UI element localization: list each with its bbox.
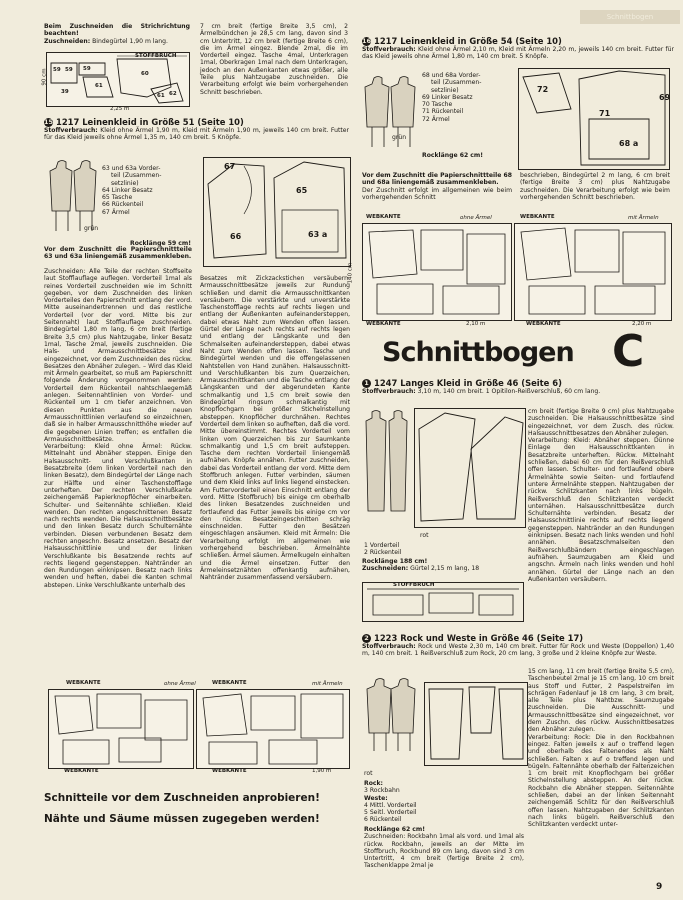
section-16-rocklaenge: Rocklänge 62 cm! xyxy=(422,152,484,159)
section-15-gruen: grün xyxy=(84,225,99,232)
cut-hint xyxy=(44,23,190,45)
section-1-zusch: Rocklänge 188 cm! Zuschneiden: Gürtel 2,15 m lang, 18 xyxy=(362,558,480,573)
height-140-16: 140 cm xyxy=(347,262,354,284)
layout-16-mit xyxy=(514,223,672,321)
section-16-hint: Vor dem Zuschnitt die Papierschnittteile 68 und 68a liniengemäß zusammenkleben. Der Zuschnitt erfolgt im allgemeinen wie beim vorhergehenden Schnitt xyxy=(362,172,512,201)
piece-59c: 59 xyxy=(83,66,91,72)
layout-diagram-top-left xyxy=(46,52,190,107)
section-15-title: 15 1217 Leinenkleid in Größe 51 (Seite 10) xyxy=(44,117,244,127)
section-2-head: 2 1223 Rock und Weste in Größe 46 (Seite 17) Stoffverbrauch: Rock und Weste 2,30 m, 140 cm breit. Futter für Rock und Weste (Doppellon) 1,40 m, 140 cm breit. 1 Reißverschluß zum Rock, 20 cm lang, 3 große und 2 kleine Knöpfe zur Weste. xyxy=(362,633,674,658)
section-15-hint: Vor dem Zuschnitt die Papierschnittteile 63 und 63a liniengemäß zusammenkleben. xyxy=(44,246,192,261)
piece-39: 39 xyxy=(61,89,69,95)
section-15-rocklaenge: Rocklänge 59 cm! xyxy=(130,240,192,247)
footer-line1: Schnitteile vor dem Zuschneiden anprobieren! xyxy=(44,792,320,804)
p15-63a: 63 a xyxy=(308,230,328,239)
section-15-head xyxy=(44,117,349,142)
schnittbogen-letter: C xyxy=(612,326,645,377)
section-2-legend: Rock: 3 Rockbahn Weste: 4 Mittl. Vorderteil 5 Seitl. Vorderteil 6 Rückenteil xyxy=(364,780,417,824)
piece-62: 62 xyxy=(169,91,177,97)
layout-15-mit xyxy=(196,689,350,769)
piece-61b: 61 xyxy=(157,93,165,99)
piece-60: 60 xyxy=(141,71,149,77)
piece-61a: 61 xyxy=(95,83,103,89)
p15-66: 66 xyxy=(230,232,242,241)
layout-15-ohne xyxy=(48,689,194,769)
layout-top-left-svg xyxy=(47,53,189,106)
piece-59b: 59 xyxy=(65,67,73,73)
section-2-pattern xyxy=(424,682,528,766)
section-1-head: 1 1247 Langes Kleid in Größe 46 (Seite 6) Stoffverbrauch: 3,10 m, 140 cm breit. 1 Opitilon-Reißverschluß, 60 cm lang. xyxy=(362,378,601,395)
section-2-figures xyxy=(364,676,420,756)
cut-bindegurtel: Zuschneiden: Bindegürtel 1,90 m lang. xyxy=(44,37,168,45)
section-15-pattern xyxy=(203,157,351,267)
page-number: 9 xyxy=(656,882,663,892)
pattern-15-svg xyxy=(204,158,350,266)
section-1-figures xyxy=(362,408,410,524)
section-15-stoff: Stoffverbrauch: Kleid ohne Ärmel 1,90 m, Kleid mit Ärmeln 1,90 m, jeweils 140 cm breit. Futter für das Kleid jeweils ohne Ärmel 1,35 m, 140 cm breit. 5 Knöpfe. xyxy=(44,127,349,142)
section-2-right: 15 cm lang, 11 cm breit (fertige Breite 5,5 cm), Taschenbeutel 2mal je 15 cm lang, 10 cm breit aus Stoff und Futter, 2 Paspelstreifen im schrägen Fadenlauf je 18 cm lang, 3 cm breit, alle Teile plus Nahtbzw. Saumzugabe zuschneiden. Die Ausschnitt- und Armausschnittbesätze sind eingezeichnet, vor dem Zuschn. des rückw. Ausschnittbesatzes den Abnäher zulegen. Verarbeitung: Rock: Die in den Rockbahnen eingez. Falten jeweils x auf o treffend legen und oberhalb des Faltenendes als Naht schließen. Falten x auf o treffend legen und bügeln. Faltennähte oberhalb der Faltenzeichen 1 cm breit mit Knopflochgarn bei größer Stichelnstellung absteppen. An der rückw. Rockbahn die Abnäher steppen. Seitennähte schließen, dabei an der linken Seitennaht zeichengemäß Schlitz für den Reißverschluß offen lassen. Nahtzugaben der Schlitzkanten nach links bügeln. Reißverschluß den Schlitzkanten verdeckt unter- xyxy=(528,668,674,829)
section-16-layout: WEBKANTE ohne Ärmel WEBKANTE mit Ärmeln WEBKANTE 2,10 m WEBKANTE 2,20 m xyxy=(356,214,676,332)
stoffbruch-label: STOFFBRUCH xyxy=(135,53,177,59)
grain-hint: Beim Zuschneiden die Strichrichtung beachten! xyxy=(44,23,190,38)
section-16-legend: 68 und 68a Vorder- teil (Zusammen- setzlinie) 69 Linker Besatz 70 Tasche 71 Rückenteil 72 Ärmel xyxy=(422,72,482,123)
top-mid-text: 7 cm breit (fertige Breite 3,5 cm), 2 Ärmelbündchen je 28,5 cm lang, davon sind 3 cm Untertritt, 12 cm breit (fertige Breite 6 cm), die im Ärmel eingez. Blende 2mal, die im Vorderteil eingez. Tasche 4mal, Unterkragen 1mal, Oberkragen 1mal nach dem Unterkragen, jedoch an den Außenkanten etwas größer, alle Teile plus Nahtzugabe zuschneiden. Die Verarbeitung erfolgt wie beim vorhergehenden Schnitt beschrieben. xyxy=(200,23,348,96)
section-15-layout: WEBKANTE ohne Ärmel WEBKANTE mit Ärmeln WEBKANTE WEBKANTE 1,90 m xyxy=(44,680,354,780)
height-90: 90 cm xyxy=(41,68,48,86)
section-1-legend: 1 Vorderteil 2 Rückenteil xyxy=(364,542,402,557)
piece-59a: 59 xyxy=(53,67,61,73)
section-16-gruen: grün xyxy=(392,134,407,141)
section-16-figures xyxy=(362,74,420,154)
layout-16-ohne xyxy=(362,223,512,321)
schnittbogen-title: Schnittbogen xyxy=(382,337,574,368)
section-1-pattern xyxy=(414,408,526,528)
footer-line2: Nähte und Säume müssen zugegeben werden! xyxy=(44,813,320,825)
section-2-zusch: Rocklänge 62 cm! Zuschneiden: Rockbahn 1mal als vord. und 1mal als rückw. Rockbahn, jeweils an der Mitte im Stoffbruch, Rockbund 89 cm lang, davon sind 3 cm Untertritt, 4 cm breit (fertige Breite 2 cm), Taschenklappe 2mal je xyxy=(364,826,524,870)
width-225: 2,25 m xyxy=(110,106,130,112)
corner-tag: Schnittbogen xyxy=(580,10,680,24)
section-15-body: Zuschneiden: Alle Teile der rechten Stoffseite laut Stofflauflage auflegen. Vorderteil 1mal als reines Vorderteil zuschneiden wie im Schnitt gegeben, vor dem Zuschneiden des linken Vorderteiles den Papierschnitt entlang der vord. Mitte auseinandertrennen und das restliche Vorderteil (vor der vord. Mitte bis zur Seitennaht) laut Stofflauflage zuschneiden. Bindegürtel 1,80 m lang, 6 cm breit (fertige Breite 3,5 cm) plus Nahtzugabe, linker Besatz 1mal, Tasche 2mal, jeweils zuschneiden. Die Hals- und Armausschnittbesätze sind eingezeichnet, vor dem Zuschneiden des rückw. Besatzes den Abnäher zulegen. – Wird das Kleid mit Ärmeln gearbeitet, so muß am Papierschnitt folgende Änderung vorgenommen werden: Vorderteil dem Rückenteil nahtschlaegemäß anlegen. Seitennahtlinien von Vorder- und Rückenteil um 1 cm tiefer anzeichnen. Von diesen Punkten aus die neuen Armausschnittlinien verlaufend so einzeichnen, daß sie in halber Armausschnitthöhe wieder auf die gegebenen Linien treffen; es entfallen die Armausschnittbesätze. Verarbeitung: Kleid ohne Ärmel: Rückw. Mittelnaht und Abnäher steppen. Einige den Halsausschnitt- und Verschlußkanten in Besatzbreite (dem linken Vorderteil nach den linken Besatz), dem Bindegürtel der Länge nach zur Hälfte und einer Taschenstofflage unterheften. Der rechten Verschlußkante zeichengemäß Papierknopflöcher einarbeiten. Schulter- und Seitennähte schließen. Kleid wenden. Den rechten angeschnittenen Besatz nach rechts wenden. Die Halsausschnittbesätze und den linken Besatz durch Schulternähte verbinden. Diesen verbundenen Besatz dem rechten angeschn. Besatz ansetzen. Besatz der Halsausschnittlinie und der linken Verschlußkante bis Besatzende rechts auf rechts liegend gegensteppen. Nahtränder an den Rundungen einknipsen. Besatz nach links wenden und heften, dabei die Kanten schmal abstepen. Linke Verschlußkante unterhalb des xyxy=(44,268,192,589)
section-15-legend: 63 und 63a Vorder- teil (Zusammen- setzlinie) 64 Linker Besatz 65 Tasche 66 Rückenteil 67 Ärmel xyxy=(102,165,162,216)
mid-column-text: Besatzes mit Zickzackstichen versäubern. Armausschnittbesätze jeweils zur Rundung schließen und damit die Armausschnittkanten versäubern. Die verstärkte und unverstärkte Taschenstofflage rechts auf rechts liegen und entlang der Außenkanten aufeinandersteppen, dabei etwas Naht zum Wenden offen lassen. Gürtel der Länge nach rechts auf rechts legen und entlang der Längskante und den Schmalseiten aufeinandersteppen, dabei etwas Naht zum Wenden offen lassen. Tasche und Bindegürtel wenden und die offengelassenen Nahtstellen von Hand zunähen. Halsausschnitt- und Verschlußkanten bis zum Querzeichen, Armausschnittkanten und die Tasche entlang der Längskanten und der abgerundeten Kante schmalkantig und 1,5 cm breit sowie den Bindegürtel ringsum schmalkantig mit Knopflochgarn bei größer Stichelnstellung absteppen. Knopflöcher durchnähen. Rechtes Vorderteil dem linken so aufheften, daß die vord. Mitte übereinstimmt. Rechtes Vorderteil vom linken vom Querzeichen bis zur Saumkante schmalkantig und 1,5 cm breit aufsteppen. Tasche dem rechten Vorderteil liniengemäß aufnähen. Knöpfe annähen. Futter zuschneiden, dabei das Vorderteil entlang der vord. Mitte dem Stoffbruch anlegen. Futter verbinden, säumen und dem Kleid links auf links liegend einstecken. Am Futtervorderteil einen Einschnitt entlang der vord. Mitte (Stoffbruch) bis einige cm oberhalb des linken Besatzendes zuschneiden und fortlaufend das Futter jeweils bis einige cm vor den rückw. Besatzeingeschnitten schräg einschneiden. Futter den Besätzen eingeschlagen ansäumen. Kleid mit Ärmeln: Die Verarbeitung erfolgt im allgemeinen wie vorhergehend beschrieben. Ärmelnähte schließen. Ärmel säumen. Ärmelkugeln einhalten und die Ärmel einsetzen. Futter den Ärmeleinsetznähten offenkantig aufnähen, Nahtränder zusammenfassend versäubern. xyxy=(200,275,350,582)
section-2-rot: rot xyxy=(364,770,373,777)
p15-67: 67 xyxy=(224,162,236,171)
section-16-head: 16 1217 Leinenkleid in Größe 54 (Seite 10) Stoffverbrauch: Kleid ohne Ärmel 2,10 m, Kleid mit Ärmeln 2,20 m, jeweils 140 cm breit. Futter für das Kleid jeweils ohne Ärmel 1,80 m, 140 cm breit. 5 Knöpfe. xyxy=(362,36,674,61)
p15-65: 65 xyxy=(296,186,308,195)
section-1-layout: STOFFBRUCH xyxy=(362,582,524,622)
section-16-pattern: 69 72 71 68 a xyxy=(518,68,670,170)
section-1-right: cm breit (fertige Breite 9 cm) plus Nahtzugabe zuschneiden. Die Halsausschnittbesätze sind eingezeichnet, vor dem Zusch. des rückw. Halsausschnittbesatzes den Abnäher zulegen. Verarbeitung: Kleid: Abnäher steppen. Dünne Einlage den Halsausschnittkanten in Besatzbreite unterheften. Rückw. Mittelnaht schließen, dabei 60 cm für den Reißverschluß offen lassen. Schulter- und fortlaufend obere Ärmelnähte sowie Seiten- und fortlaufend untere Ärmelnähte steppen. Nahtzugaben der rückw. Schlitzkanten nach links bügeln. Reißverschluß den Schlitzkanten verdeckt unternähen. Halsausschnittbesätze durch Schulternähte verbinden. Besatz der Halsausschnittlinie rechts auf rechts liegend gegensteppen. Nahtränder an den Rundungen einknipsen. Besatz nach links wenden und hohl annähen. Besatzschmalseiten den Reißverschlußbändern eingeschlagen aufnähen. Saumzugaben am Kleid und angschn. Ärmeln nach links wenden und hohl annähen. Gürtel der Länge nach an den Außenkanten versäubern. xyxy=(528,408,674,583)
section-16-side: beschrieben, Bindegürtel 2 m lang, 6 cm breit (fertige Breite 3 cm) plus Nahtzugabe zuschneiden. Die Verarbeitung erfolgt wie beim vorhergehenden Schnitt beschrieben. xyxy=(520,172,670,201)
section-1-rot: rot xyxy=(420,532,429,539)
